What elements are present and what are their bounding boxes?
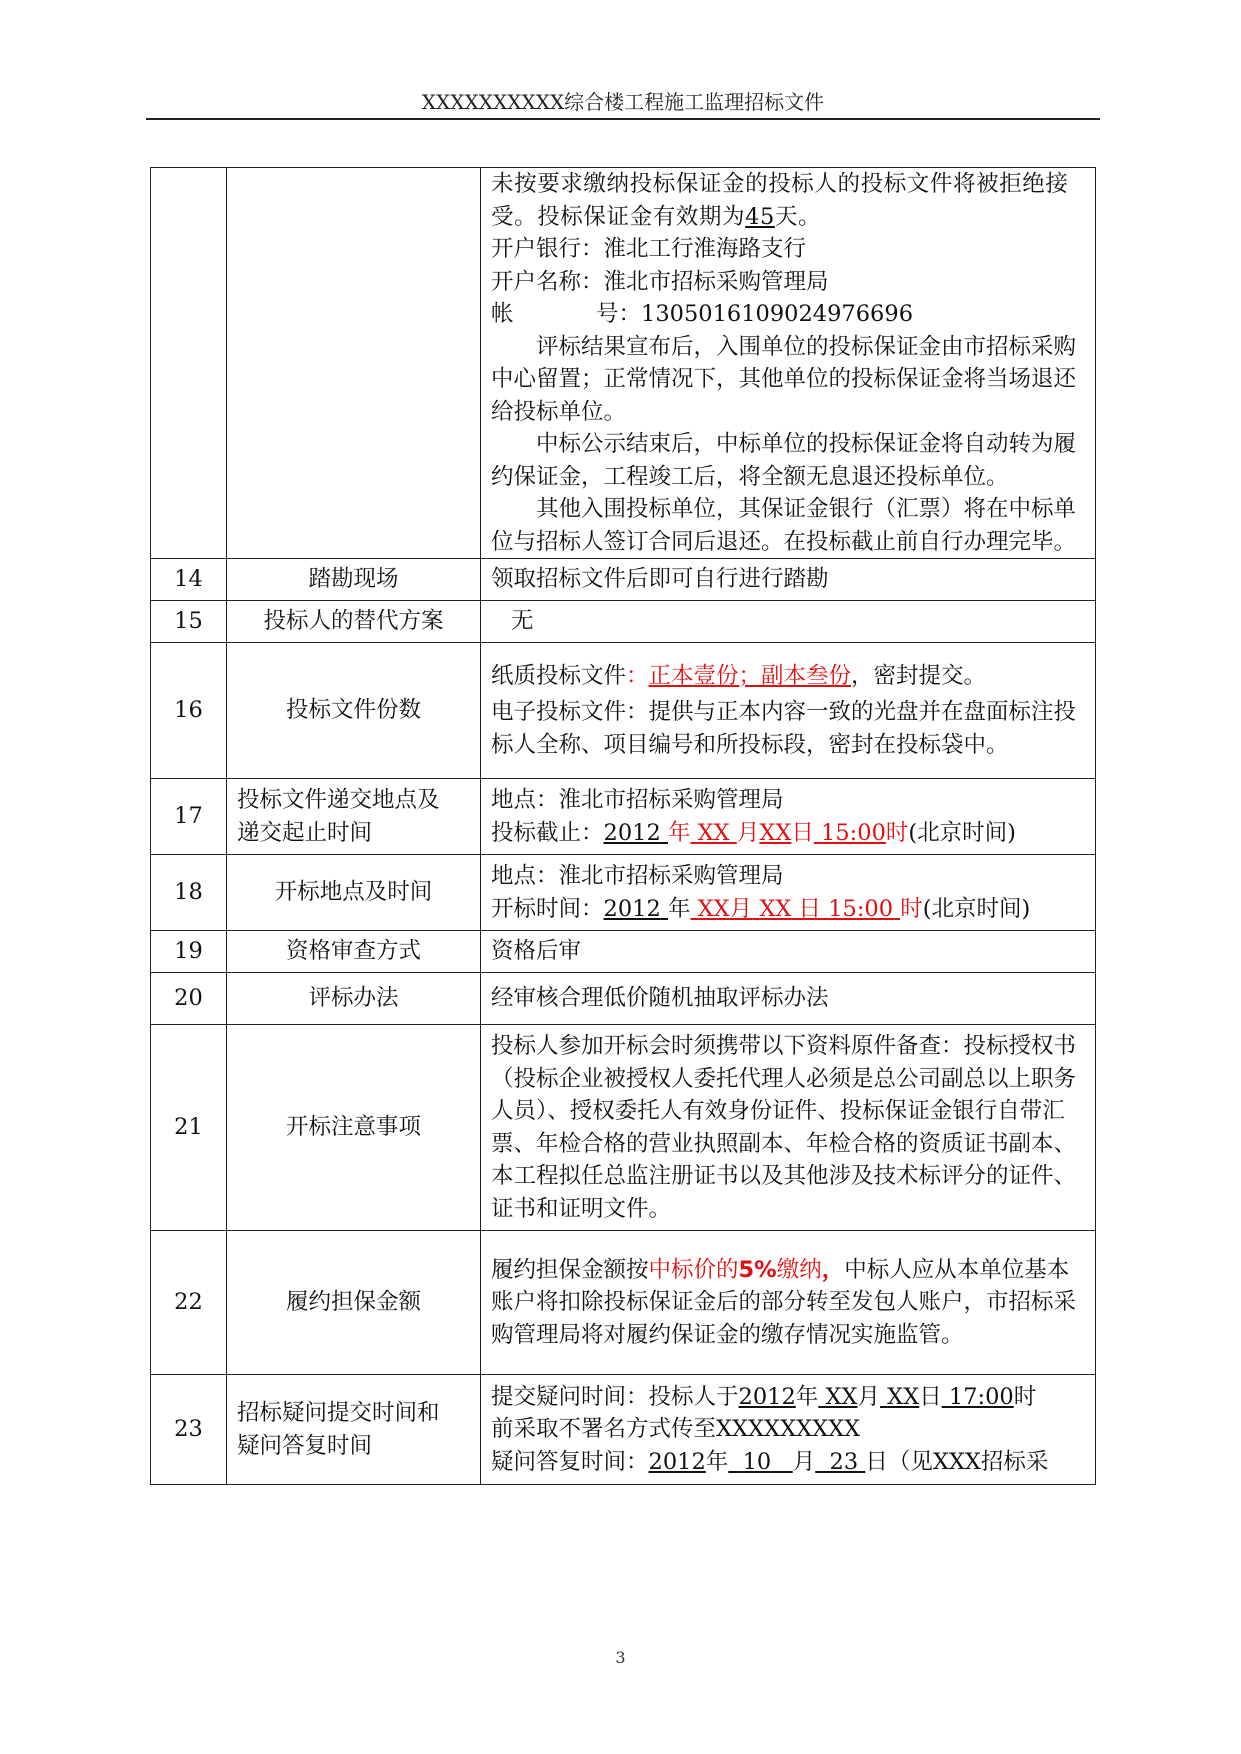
submission-location: 地点：淮北市招标采购管理局: [491, 787, 784, 813]
row-number: 22: [151, 1231, 227, 1375]
table-row-22: [151, 1231, 1096, 1375]
table-row-13-continued: [151, 168, 1096, 559]
question-submit-method: 前采取不署名方式传至XXXXXXXXX: [491, 1416, 861, 1443]
guarantee-percent: 5%: [738, 1256, 777, 1283]
row-number: 20: [151, 973, 227, 1025]
submission-deadline: 投标截止：2012 年 XX 月XX日 15:00时(北京时间): [491, 819, 1016, 846]
row-content: 无: [481, 601, 1096, 643]
table-row-21: [151, 1025, 1096, 1231]
row-item-cell: [227, 168, 481, 559]
row-content: [481, 779, 1096, 855]
row-number: 17: [151, 779, 227, 855]
row-item: 踏勘现场: [227, 559, 481, 601]
table-row-14: [151, 559, 1096, 601]
table-row-20: [151, 973, 1096, 1025]
question-submit-time: 提交疑问时间：投标人于2012年 XX月 XX日 17:00时: [491, 1383, 1037, 1410]
page-header-title: XXXXXXXXXX综合楼工程施工监理招标文件: [421, 90, 825, 114]
row-item: 招标疑问提交时间和 疑问答复时间: [227, 1375, 481, 1485]
table-row-23: [151, 1375, 1096, 1485]
row-number: 19: [151, 931, 227, 973]
row-number: 18: [151, 855, 227, 931]
paper-copies-line: 纸质投标文件：正本壹份；副本叁份，密封提交。: [491, 662, 987, 689]
bank-name: 淮北工行淮海路支行: [603, 236, 807, 262]
answer-time: 疑问答复时间：2012年 10 月 23 日（见XXX招标采: [491, 1448, 1049, 1475]
table-row-17: [151, 779, 1096, 855]
copies-count: 正本壹份；副本叁份: [648, 662, 852, 689]
opening-location: 地点：淮北市招标采购管理局: [491, 863, 784, 889]
electronic-copies-line: 电子投标文件：提供与正本内容一致的光盘并在盘面标注投标人全称、项目编号和所投标段，密封在投标袋中。: [491, 699, 1077, 758]
header-rule: [146, 118, 1100, 120]
refund-paragraph-1: 评标结果宣布后，入围单位的投标保证金由市招标采购中心留置；正常情况下，其他单位的投标保证金将当场退还给投标单位。: [491, 333, 1077, 425]
table-row-15: [151, 601, 1096, 643]
table-row-16: [151, 643, 1096, 779]
row-item: 资格审查方式: [227, 931, 481, 973]
row-content: 资格后审: [481, 931, 1096, 973]
table-row-19: [151, 931, 1096, 973]
account-name-line: 开户名称：淮北市招标采购管理局: [491, 268, 829, 295]
bidding-info-table: [150, 167, 1096, 1485]
row-item: 投标文件份数: [227, 643, 481, 779]
row-item: 开标地点及时间: [227, 855, 481, 931]
row-content: 投标人参加开标会时须携带以下资料原件备查：投标授权书（投标企业被授权人委托代理人必须是总公司副总以上职务人员）、授权委托人有效身份证件、投标保证金银行自带汇票、年检合格的营业执照副本、年检合格的资质证书副本、本工程拟任总监注册证书以及其他涉及技术标评分的证件、证书和证明文件。: [481, 1025, 1096, 1231]
refund-paragraph-2: 中标公示结束后，中标单位的投标保证金将自动转为履约保证金，工程竣工后，将全额无息退还投标单位。: [491, 431, 1077, 490]
row-number-cell: [151, 168, 227, 559]
row-item: 履约担保金额: [227, 1231, 481, 1375]
row-content: [481, 855, 1096, 931]
row-content-cell: 未按要求缴纳投标保证金的投标人的投标文件将被拒绝接受。投标保证金有效期为45天。 开户银行：淮北工行淮海路支行 开户名称：淮北市招标采购管理局 帐 号：1305016109024976696 评标结果宣布后，入围单位的投标保证金由市招标采购中心留置；正常情况下，其他单位的投标保证金将当场退还给投标单位。 中标公示结束后，中标单位的投标保证金将自动转为履约保证金，工程竣工后，将全额无息退还投标单位。 其他入围投标单位，其保证金银行（汇票）将在中标单位与招标人签订合同后退还。在投标截止前自行办理完毕。: [481, 168, 1096, 559]
account-name: 淮北市招标采购管理局: [603, 268, 829, 295]
row-number: 16: [151, 643, 227, 779]
row-item: 投标人的替代方案: [227, 601, 481, 643]
bank-line: 开户银行：淮北工行淮海路支行: [491, 236, 807, 262]
row-number: 14: [151, 559, 227, 601]
guarantee-text: 履约担保金额按中标价的5%缴纳，中标人应从本单位基本账户将扣除投标保证金后的部分转至发包人账户，市招标采购管理局将对履约保证金的缴存情况实施监管。: [491, 1256, 1077, 1348]
refund-paragraph-3: 其他入围投标单位，其保证金银行（汇票）将在中标单位与招标人签订合同后退还。在投标截止前自行办理完毕。: [491, 496, 1077, 555]
bond-validity-days: 45: [745, 203, 775, 230]
row-content: [481, 1231, 1096, 1375]
account-number: 1305016109024976696: [641, 301, 914, 327]
row-content: 领取招标文件后即可自行进行踏勘: [481, 559, 1096, 601]
row-content: [481, 1375, 1096, 1485]
bond-paragraph: 未按要求缴纳投标保证金的投标人的投标文件将被拒绝接受。投标保证金有效期为: [491, 171, 1069, 230]
row-number: 23: [151, 1375, 227, 1485]
opening-time: 开标时间：2012 年 XX月 XX 日 15:00 时(北京时间): [491, 895, 1031, 922]
table-row-18: [151, 855, 1096, 931]
row-number: 21: [151, 1025, 227, 1231]
page-number: 3: [615, 1648, 626, 1667]
account-number-line: 帐 号：1305016109024976696: [491, 301, 914, 327]
row-number: 15: [151, 601, 227, 643]
row-item: 投标文件递交地点及 递交起止时间: [227, 779, 481, 855]
row-item: 评标办法: [227, 973, 481, 1025]
row-item: 开标注意事项: [227, 1025, 481, 1231]
row-content: [481, 643, 1096, 779]
row-content: 经审核合理低价随机抽取评标办法: [481, 973, 1096, 1025]
